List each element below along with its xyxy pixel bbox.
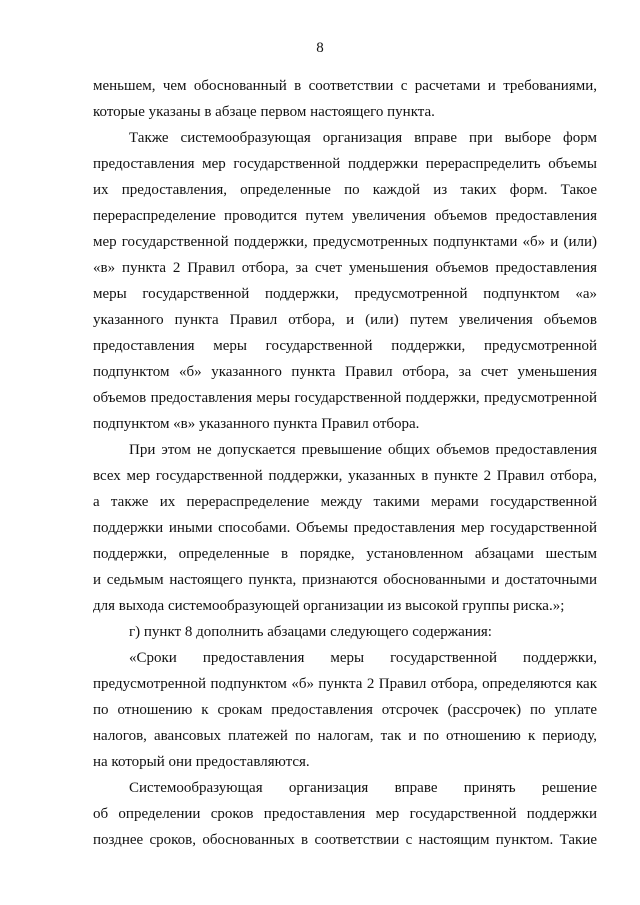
text-line: Также системообразующая организация вправе при выборе форм bbox=[129, 130, 597, 146]
text-line: на который они предоставляются. bbox=[93, 754, 310, 770]
text-line: подпунктом «в» указанного пункта Правил отбора. bbox=[93, 416, 420, 432]
text-line: «Сроки предоставления меры государственной поддержки, bbox=[129, 650, 597, 666]
page-number: 8 bbox=[316, 40, 324, 56]
text-line: налогов, авансовых платежей по налогам, так и по отношению к периоду, bbox=[93, 728, 597, 744]
text-line: позднее сроков, обоснованных в соответствии с настоящим пунктом. Такие bbox=[93, 832, 597, 848]
text-line: предоставления мер государственной поддержки перераспределить объемы bbox=[93, 156, 597, 172]
text-line: подпунктом «б» указанного пункта Правил отбора, за счет уменьшения bbox=[93, 364, 597, 380]
text-line: указанного пункта Правил отбора, и (или) путем увеличения объемов bbox=[93, 312, 597, 328]
text-line: об определении сроков предоставления мер государственной поддержки bbox=[93, 806, 597, 822]
text-line: для выхода системообразующей организации из высокой группы риска.»; bbox=[93, 598, 565, 614]
text-line: по отношению к срокам предоставления отсрочек (рассрочек) по уплате bbox=[93, 702, 597, 718]
text-line: поддержки иными способами. Объемы предоставления мер государственной bbox=[93, 520, 597, 536]
text-line: которые указаны в абзаце первом настоящего пункта. bbox=[93, 104, 435, 120]
text-line: и седьмым настоящего пункта, признаются обоснованными и достаточными bbox=[93, 572, 597, 588]
text-line: меньшем, чем обоснованный в соответствии с расчетами и требованиями, bbox=[93, 78, 597, 94]
text-line: При этом не допускается превышение общих объемов предоставления bbox=[129, 442, 597, 458]
text-line: а также их перераспределение между такими мерами государственной bbox=[93, 494, 597, 510]
text-line: г) пункт 8 дополнить абзацами следующего содержания: bbox=[129, 624, 492, 640]
text-line: перераспределение проводится путем увеличения объемов предоставления bbox=[93, 208, 597, 224]
text-line: объемов предоставления меры государственной поддержки, предусмотренной bbox=[93, 390, 597, 406]
text-line: предоставления меры государственной поддержки, предусмотренной bbox=[93, 338, 597, 354]
text-line: меры государственной поддержки, предусмотренной подпунктом «а» bbox=[93, 286, 597, 302]
text-line: всех мер государственной поддержки, указанных в пункте 2 Правил отбора, bbox=[93, 468, 597, 484]
text-line: их предоставления, определенные по каждой из таких форм. Такое bbox=[93, 182, 597, 198]
document-body bbox=[93, 73, 597, 853]
text-line: мер государственной поддержки, предусмотренных подпунктами «б» и (или) bbox=[93, 234, 597, 250]
text-line: Системообразующая организация вправе принять решение bbox=[129, 780, 597, 796]
text-line: предусмотренной подпунктом «б» пункта 2 Правил отбора, определяются как bbox=[93, 676, 597, 692]
text-line: «в» пункта 2 Правил отбора, за счет уменьшения объемов предоставления bbox=[93, 260, 597, 276]
text-line: поддержки, определенные в порядке, установленном абзацами шестым bbox=[93, 546, 597, 562]
